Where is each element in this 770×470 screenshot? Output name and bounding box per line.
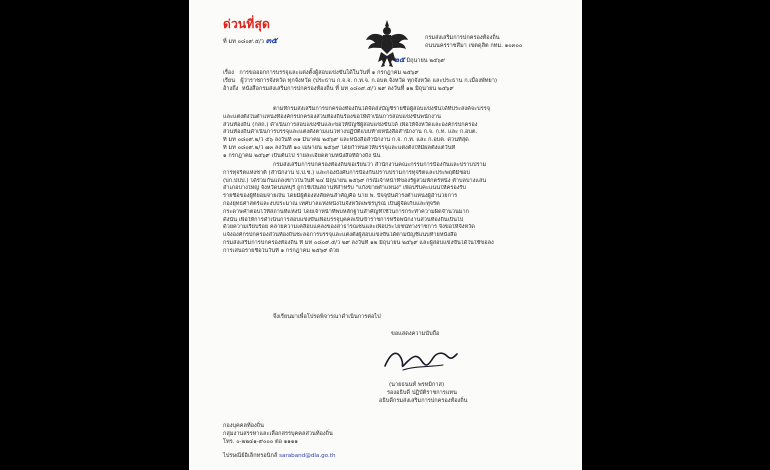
date-handwritten: ๒๕ xyxy=(394,55,405,64)
recipient-text: ผู้ว่าราชการจังหวัด ทุกจังหวัด (ประธาน ก.จ.จ. ก.ท.จ. ก.อบต.จังหวัด ทุกจังหวัด และประธาน ก.เมืองพัทยา) xyxy=(240,78,498,84)
paragraph-line: แจ้งองค์กรปกครองส่วนท้องถิ่นชะลอการบรรจุและแต่งตั้งผู้สอบแข่งขันได้ตามบัญชีแนบท้ายหนังสือ xyxy=(223,232,457,239)
subject-text: การขอออกการบรรจุและแต่งตั้งผู้สอบแข่งขันได้ในวันที่ ๑ กรกฎาคม ๒๕๖๙ xyxy=(239,70,419,76)
paragraph-line: ส่วนท้องถิ่น (กสถ.) ดำเนินการสอบแข่งขันและขอให้บัญชีผู้สอบแข่งขันได้ เพื่อให้จังหวัดและองค์กรปกครอง xyxy=(223,121,478,128)
reference-text: หนังสือกรมส่งเสริมการปกครองท้องถิ่น ที่ มท ๐๘๐๙.๕/ว ๒๙ ลงวันที่ ๑๒ มิถุนายน ๒๕๖๙ xyxy=(241,86,454,92)
closing-request: จึงเรียนมาเพื่อโปรดพิจารณาดำเนินการต่อไป xyxy=(273,314,381,320)
document-page xyxy=(189,0,582,470)
paragraph-2 xyxy=(223,162,568,256)
reference-prefix: ที่ มท ๐๘๐๙.๕/ว xyxy=(223,39,264,45)
subject-label: เรื่อง xyxy=(223,70,235,76)
paragraph-line: อำเภอบางใหญ่ จังหวัดนนทบุรี ถูกใช้เป็นสถานที่สำหรับ "แก๊งขายตำแหน่ง" เพื่อปรับคะแนนให้ครองรับ xyxy=(223,185,466,192)
footer-phone: โทร. ๐-๒๒๔๑-๙๐๐๐ ต่อ ๑๑๑๑ xyxy=(223,439,298,445)
organization-address: ถนนนครราชสีมา เขตดุสิต กทม. ๑๐๓๐๐ xyxy=(425,43,523,49)
paragraph-line: กระดาษคำตอบไว้ที่สถานที่แห่งนี้ โดยเจ้าหน้าที่พบหลักฐานสำคัญที่ใช้ในการกระทำความผิดจำนวนมาก xyxy=(223,208,470,215)
paragraph-line: กรมส่งเสริมการปกครองท้องถิ่น ที่ มท ๐๘๐๙.๕/ว ๒๙ ลงวันที่ ๑๒ มิถุนายน ๒๕๖๙ และผู้สอบแข่งขันได้ในใช้ขอลง xyxy=(223,239,494,246)
paragraph-line: ที่ มท ๐๘๐๙.๒/ว ๗๓ ลงวันที่ ๑๐ เมษายน ๒๕๖๙ โดยกำหนดให้บรรจุและแต่งตั้งให้มีผลตั้งแต่วันที่ xyxy=(223,144,456,151)
footer-department: กองบุคคลท้องถิ่น xyxy=(223,423,264,429)
recipient-line xyxy=(223,78,497,86)
paragraph-line: การเสนอรายชื่อในวันที่ ๑ กรกฎาคม ๒๕๖๙ ด้วย xyxy=(223,247,340,254)
paragraph-line: ตามที่กรมส่งเสริมการปกครองท้องถิ่นได้จัดส่งบัญชีรายชื่อผู้สอบแข่งขันได้ที่ประสงค์จะบรรจุ xyxy=(273,106,490,112)
paragraph-line: ดังนั้น เพื่อให้การดำเนินการสอบแข่งขันเพื่อบรรจุบุคคลเป็นข้าราชการหรือพนักงานส่วนท้องถิ่นเป็นไป xyxy=(223,216,464,223)
date-text: มิถุนายน ๒๕๖๙ xyxy=(406,58,445,64)
paragraph-line: การทุจริตแห่งชาติ (สำนักงาน ป.ป.ช.) และกองบังคับการป้องกันปราบปรามการทุจริตและประพฤติมิชอบ xyxy=(223,169,471,176)
paragraph-line: กรมส่งเสริมการปกครองท้องถิ่นขอเรียนว่า สำนักงานคณะกรรมการป้องกันและปราบปราม xyxy=(273,162,487,168)
signer-title-2: อธิบดีกรมส่งเสริมการปกครองท้องถิ่น xyxy=(379,398,468,404)
paragraph-line: รายชื่อของผู้ที่ยอมจ่ายเงิน โดยมีผู้ต้องสงสัยคนสำคัญคือ นาย พ. ปัจจุบันดำรงตำแหน่งผู้อำนวยการ xyxy=(223,193,458,200)
paragraph-line: ส่วนท้องถิ่นดำเนินการบรรจุและแต่งตั้งตามแนวทางปฏิบัติแบบท้ายหนังสือสำนักงาน ก.จ. ก.ท. และ ก.อบต. xyxy=(223,129,478,136)
reference-number xyxy=(223,37,277,47)
paragraph-line: กองยุทธศาสตร์และงบประมาณ เทศบาลแห่งหนึ่งในจังหวัดเพชรบูรณ์ เป็นผู้จัดเก็บและทุจริต xyxy=(223,200,440,207)
paragraph-line: และแต่งตั้งในตำแหน่งที่องค์กรปกครองส่วนท้องถิ่นร้องขอให้ดำเนินการสอบแข่งขันพนักงาน xyxy=(223,113,441,120)
footer-email[interactable]: saraband@dla.go.th xyxy=(279,453,336,459)
paragraph-line: ๑ กรกฎาคม ๒๕๖๙ เป็นต้นไป รายละเอียดตามหนังสือที่อ้างถึง นั้น xyxy=(223,152,381,159)
footer-email-label: ไปรษณีย์อิเล็กทรอนิกส์ xyxy=(223,453,278,459)
organization-name: กรมส่งเสริมการปกครองท้องถิ่น xyxy=(425,35,500,41)
paragraph-line: ด้วยความเรียบร้อย คลายความเคลือบแคลงของสาธารณชนและเพื่อประโยชน์ทางราชการ จึงขอให้จังหวัด xyxy=(223,224,475,231)
handwritten-signature xyxy=(381,346,461,374)
reference-line xyxy=(223,86,454,94)
subject-line xyxy=(223,70,419,78)
reference-handwritten: ๓๕ xyxy=(265,36,278,45)
signer-title-1: รองอธิบดี ปฏิบัติราชการแทน xyxy=(387,390,457,396)
paragraph-line: (บก.ปปป.) ได้ร่วมกันแถลงข่าวในวันที่ ๒๔ มิถุนายน ๒๕๖๙ กรณีเจ้าหน้าที่ของรัฐสวมพักตร์หนึ่ง ตำบลบางแสน xyxy=(223,177,487,184)
letter-date xyxy=(394,56,445,66)
urgency-stamp: ด่วนที่สุด xyxy=(223,17,270,31)
reference-label: อ้างถึง xyxy=(223,86,239,92)
paragraph-1 xyxy=(223,106,568,161)
footer-division: กลุ่มงานสรรหาและเลือกสรรบุคคลส่วนท้องถิ่น xyxy=(223,431,333,437)
footer-email-line xyxy=(223,453,336,461)
closing-regards: ขอแสดงความนับถือ xyxy=(391,331,440,337)
signer-name: (นายธนนท์ พรหมิกาส) xyxy=(389,382,445,388)
paragraph-line: ที่ มท ๐๘๐๙.๒/ว ๕๖ ลงวันที่ ๓๑ มีนาคม ๒๕๖๙ และหนังสือสำนักงาน ก.จ. ก.ท. และ ก.อบต. ด่วนที่สุด xyxy=(223,137,469,144)
recipient-label: เรียน xyxy=(223,78,236,84)
